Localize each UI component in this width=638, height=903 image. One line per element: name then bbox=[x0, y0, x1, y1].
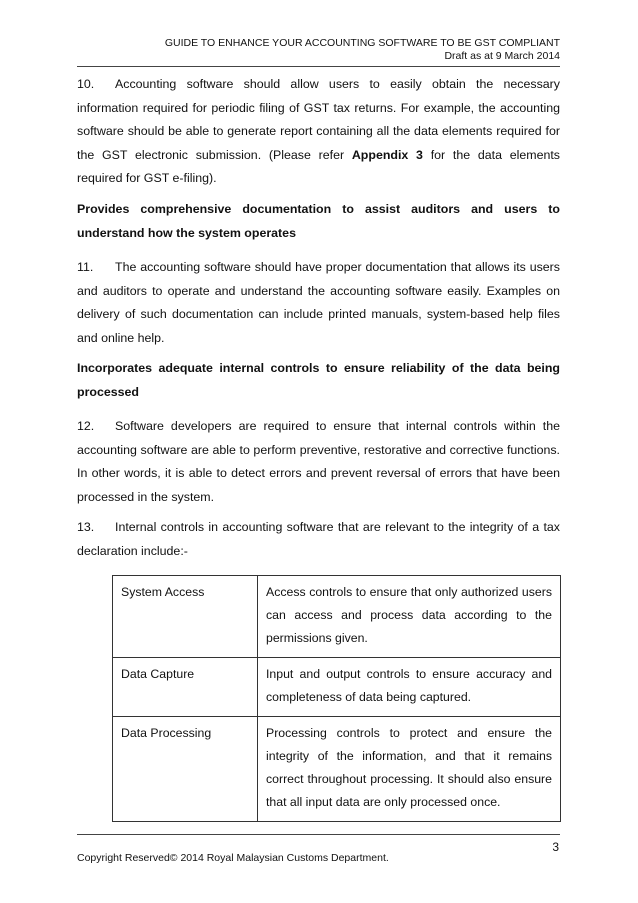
paragraph-text: The accounting software should have proper documentation that allows its users and auditors to operate and understand the accounting software easily. Examples on delivery of such documentation can include printed manuals, system-based help files and online help. bbox=[77, 260, 560, 345]
header-divider bbox=[77, 66, 560, 67]
paragraph-12 bbox=[77, 415, 560, 509]
control-name: Data Processing bbox=[113, 717, 258, 822]
control-description: Access controls to ensure that only authorized users can access and process data according to the permissions given. bbox=[258, 576, 561, 658]
control-description: Processing controls to protect and ensure the integrity of the information, and that it remains correct throughout processing. It should also ensure that all input data are only processed once. bbox=[258, 717, 561, 822]
paragraph-number: 13. bbox=[77, 520, 95, 534]
document-header-title: GUIDE TO ENHANCE YOUR ACCOUNTING SOFTWARE TO BE GST COMPLIANT bbox=[164, 37, 560, 49]
paragraph-number: 12. bbox=[77, 419, 95, 433]
internal-controls-table bbox=[112, 575, 561, 822]
paragraph-text: Accounting software should allow users to easily obtain the necessary information required for periodic filing of GST tax returns. For example, the accounting software should be able to generate report containing all the data elements required for the GST electronic submission. (Please refer bbox=[77, 77, 560, 162]
paragraph-number: 11. bbox=[77, 260, 94, 274]
paragraph-number: 10. bbox=[77, 77, 95, 91]
control-description: Input and output controls to ensure accuracy and completeness of data being captured. bbox=[258, 658, 561, 717]
section-heading-internal-controls: Incorporates adequate internal controls to ensure reliability of the data being processed bbox=[77, 361, 560, 399]
paragraph-13 bbox=[77, 516, 560, 563]
control-name: Data Capture bbox=[113, 658, 258, 717]
document-header-date: Draft as at 9 March 2014 bbox=[444, 50, 560, 62]
appendix-reference: Appendix 3 bbox=[351, 147, 423, 162]
paragraph-text-end: for the data elements required for GST e-filing). bbox=[77, 147, 560, 185]
table-row bbox=[113, 717, 561, 822]
copyright-footer: Copyright Reserved© 2014 Royal Malaysian Customs Department. bbox=[77, 852, 389, 864]
page-number: 3 bbox=[552, 840, 559, 854]
paragraph-10 bbox=[77, 73, 560, 191]
paragraph-11 bbox=[77, 256, 560, 350]
control-name: System Access bbox=[113, 576, 258, 658]
paragraph-text: Internal controls in accounting software that are relevant to the integrity of a tax declaration include:- bbox=[77, 520, 560, 558]
paragraph-text: Software developers are required to ensure that internal controls within the accounting software are able to perform preventive, restorative and corrective functions. In other words, it is able to detect errors and prevent reversal of errors that have been processed in the system. bbox=[77, 419, 560, 504]
section-heading-documentation: Provides comprehensive documentation to assist auditors and users to understand how the system operates bbox=[77, 202, 560, 240]
table-row bbox=[113, 576, 561, 658]
table-row bbox=[113, 658, 561, 717]
footer-divider bbox=[77, 834, 560, 835]
